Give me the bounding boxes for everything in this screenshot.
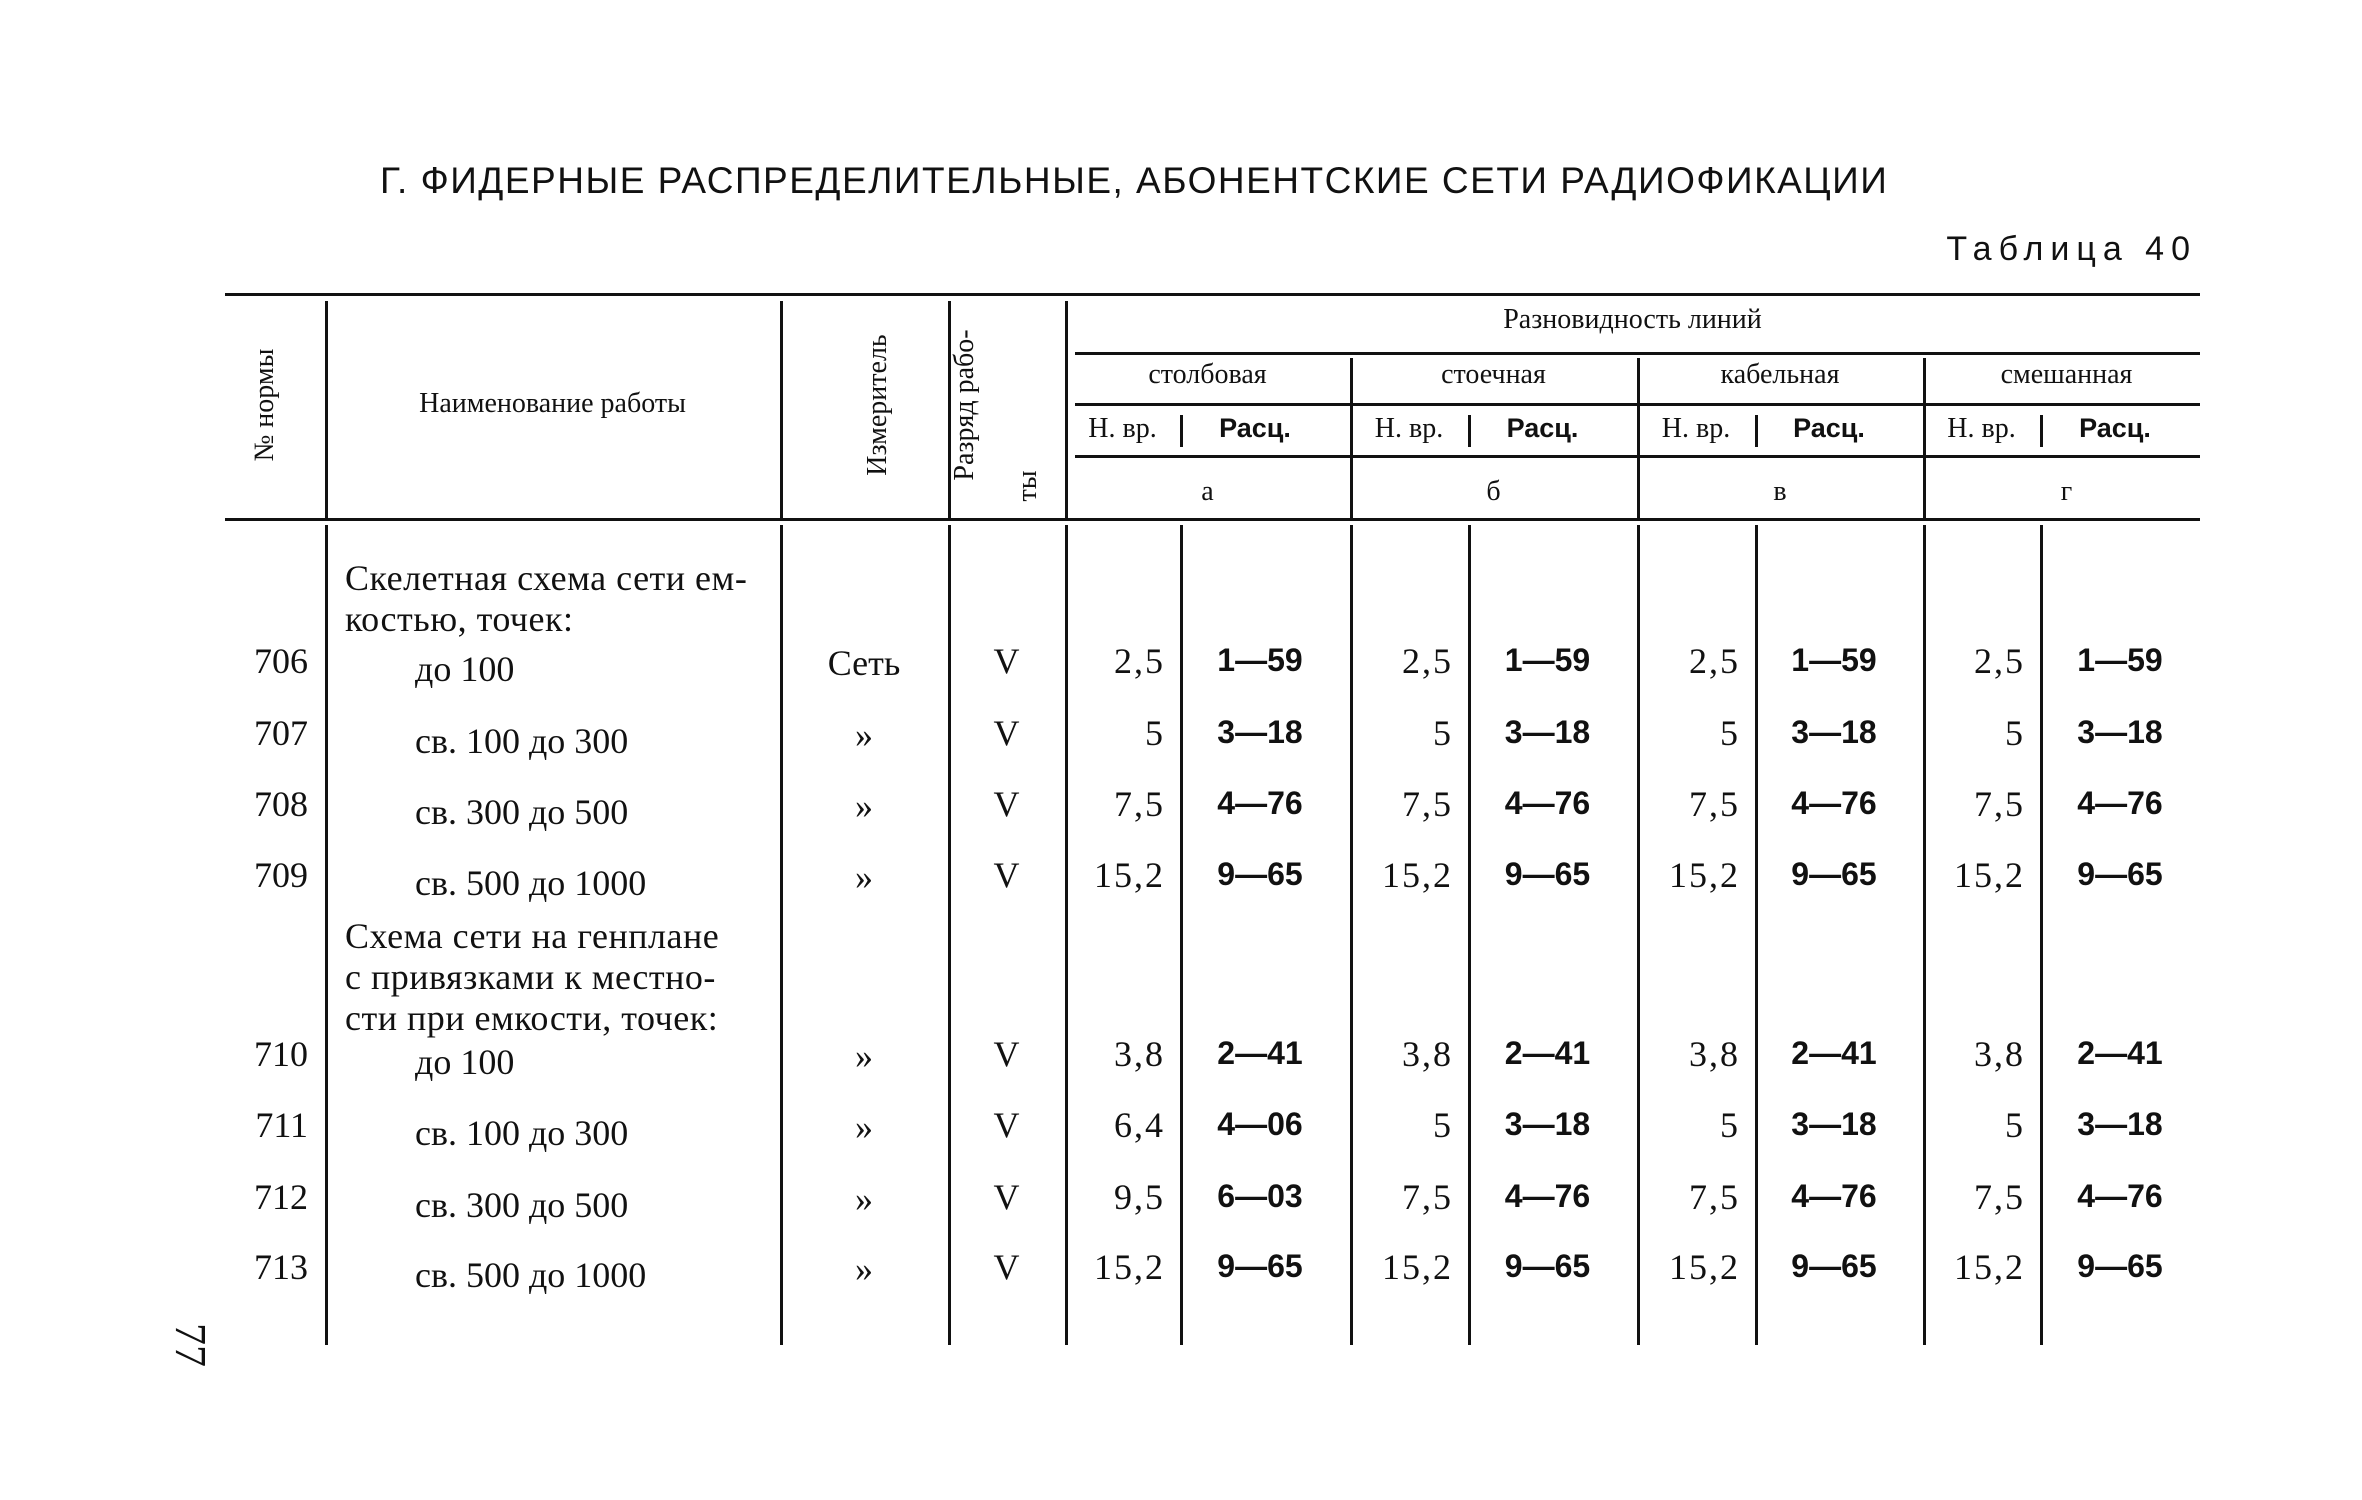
section-title-line: костью, точек: xyxy=(345,599,574,639)
row-work-name: до 100 xyxy=(415,1042,515,1082)
row-norm-number: 707 xyxy=(254,713,308,753)
row-time-value: 7,5 xyxy=(1974,1177,2025,1217)
row-norm-number: 711 xyxy=(255,1105,308,1145)
row-time-value: 3,8 xyxy=(1974,1034,2025,1074)
row-work-name: св. 100 до 300 xyxy=(415,721,629,761)
row-rate-value: 9—65 xyxy=(1791,856,1877,892)
row-rate-value: 9—65 xyxy=(1504,856,1591,892)
row-time-value: 5 xyxy=(2005,1105,2025,1145)
column-norm-number: № нормы xyxy=(249,348,280,462)
group-letter: б xyxy=(1486,476,1501,507)
row-rate-value: 9—65 xyxy=(1791,1248,1877,1284)
row-rate-value: 9—65 xyxy=(2077,856,2163,892)
row-time-value: 3,8 xyxy=(1402,1034,1453,1074)
body-column-divider xyxy=(1468,525,1471,1345)
row-time-value: 15,2 xyxy=(1382,1247,1453,1287)
row-time-value: 9,5 xyxy=(1114,1177,1165,1217)
group-name: стоечная xyxy=(1441,359,1546,390)
row-time-value: 15,2 xyxy=(1094,855,1165,895)
row-time-value: 15,2 xyxy=(1669,855,1740,895)
row-meter: » xyxy=(855,1179,873,1219)
row-rate-value: 2—41 xyxy=(1791,1035,1877,1071)
row-time-value: 5 xyxy=(1433,1105,1453,1145)
group-rate-label: Расц. xyxy=(1506,413,1579,443)
row-grade: V xyxy=(993,641,1020,681)
line-types-rule xyxy=(1075,352,2200,355)
row-time-value: 2,5 xyxy=(1689,641,1740,681)
body-column-divider xyxy=(1637,525,1640,1345)
row-time-value: 6,4 xyxy=(1114,1105,1165,1145)
row-rate-value: 4—76 xyxy=(2077,1178,2163,1214)
header-bottom-rule xyxy=(225,518,2200,521)
row-time-value: 15,2 xyxy=(1382,855,1453,895)
row-time-value: 2,5 xyxy=(1974,641,2025,681)
group-name: смешанная xyxy=(2000,359,2133,390)
row-rate-value: 2—41 xyxy=(2077,1035,2163,1071)
row-meter: » xyxy=(855,1107,873,1147)
row-rate-value: 4—76 xyxy=(1791,1178,1877,1214)
row-norm-number: 710 xyxy=(254,1034,308,1074)
group-rate-label: Расц. xyxy=(1793,413,1865,443)
row-rate-value: 1—59 xyxy=(1791,642,1877,678)
column-work-name: Наименование работы xyxy=(419,388,686,419)
row-rate-value: 4—76 xyxy=(1217,785,1303,821)
row-work-name: св. 100 до 300 xyxy=(415,1113,629,1153)
section-title-line: Схема сети на генплане xyxy=(345,916,720,956)
column-meter: Измеритель xyxy=(862,334,893,476)
row-time-value: 3,8 xyxy=(1114,1034,1165,1074)
section-title-line: Скелетная схема сети ем- xyxy=(345,558,748,598)
row-rate-value: 3—18 xyxy=(1504,714,1591,750)
section-title-line: с привязками к местно- xyxy=(345,957,716,997)
row-rate-value: 4—76 xyxy=(2077,785,2163,821)
column-line-types: Разновидность линий xyxy=(1503,304,1762,335)
row-norm-number: 713 xyxy=(254,1247,308,1287)
row-rate-value: 9—65 xyxy=(1217,1248,1303,1284)
row-work-name: св. 300 до 500 xyxy=(415,1185,629,1225)
row-rate-value: 9—65 xyxy=(1217,856,1303,892)
table-top-rule xyxy=(225,293,2200,296)
row-rate-value: 4—06 xyxy=(1217,1106,1303,1142)
row-meter: » xyxy=(855,857,873,897)
group-time-label: Н. вр. xyxy=(1374,413,1444,444)
row-grade: V xyxy=(993,1177,1020,1217)
row-rate-value: 3—18 xyxy=(1217,714,1303,750)
row-rate-value: 9—65 xyxy=(1504,1248,1591,1284)
row-time-value: 7,5 xyxy=(1114,784,1165,824)
row-rate-value: 3—18 xyxy=(1504,1106,1591,1142)
group-letter: г xyxy=(2060,476,2073,507)
page-number: 77 xyxy=(166,1323,215,1367)
body-column-divider xyxy=(1923,525,1926,1345)
body-column-divider xyxy=(1350,525,1353,1345)
body-column-divider xyxy=(325,525,328,1345)
row-grade: V xyxy=(993,1034,1020,1074)
row-time-value: 5 xyxy=(1720,713,1740,753)
row-rate-value: 9—65 xyxy=(2077,1248,2163,1284)
row-time-value: 7,5 xyxy=(1974,784,2025,824)
row-time-value: 2,5 xyxy=(1114,641,1165,681)
group-time-label: Н. вр. xyxy=(1947,413,2016,444)
body-column-divider xyxy=(1180,525,1183,1345)
row-grade: V xyxy=(993,1105,1020,1145)
row-rate-value: 4—76 xyxy=(1791,785,1877,821)
row-grade: V xyxy=(993,855,1020,895)
row-time-value: 2,5 xyxy=(1402,641,1453,681)
header-column-divider xyxy=(780,301,783,518)
row-norm-number: 709 xyxy=(254,855,308,895)
row-rate-value: 3—18 xyxy=(2077,714,2163,750)
row-meter: » xyxy=(855,1249,873,1289)
section-title-line: сти при емкости, точек: xyxy=(345,998,719,1038)
row-rate-value: 3—18 xyxy=(1791,1106,1877,1142)
row-time-value: 7,5 xyxy=(1402,1177,1453,1217)
row-norm-number: 706 xyxy=(254,641,308,681)
row-work-name: до 100 xyxy=(415,649,515,689)
column-grade-line1: Разряд рабо- xyxy=(949,329,980,481)
row-time-value: 5 xyxy=(1720,1105,1740,1145)
row-grade: V xyxy=(993,713,1020,753)
row-meter: » xyxy=(855,715,873,755)
row-time-value: 15,2 xyxy=(1954,1247,2025,1287)
row-time-value: 15,2 xyxy=(1669,1247,1740,1287)
group-name: кабельная xyxy=(1720,359,1840,390)
group-letter: в xyxy=(1773,476,1787,507)
row-time-value: 5 xyxy=(1145,713,1165,753)
row-time-value: 15,2 xyxy=(1094,1247,1165,1287)
row-rate-value: 2—41 xyxy=(1217,1035,1303,1071)
row-rate-value: 4—76 xyxy=(1504,785,1591,821)
row-rate-value: 2—41 xyxy=(1504,1035,1591,1071)
row-norm-number: 712 xyxy=(254,1177,308,1217)
group-letter: а xyxy=(1201,476,1214,507)
row-grade: V xyxy=(993,1247,1020,1287)
row-time-value: 7,5 xyxy=(1402,784,1453,824)
row-rate-value: 4—76 xyxy=(1504,1178,1591,1214)
row-meter: » xyxy=(855,1036,873,1076)
row-meter: Сеть xyxy=(827,643,901,683)
row-rate-value: 1—59 xyxy=(1217,642,1303,678)
row-rate-value: 3—18 xyxy=(1791,714,1877,750)
row-time-value: 5 xyxy=(2005,713,2025,753)
row-work-name: св. 500 до 1000 xyxy=(415,1255,647,1295)
row-rate-value: 1—59 xyxy=(1504,642,1591,678)
body-column-divider xyxy=(1755,525,1758,1345)
row-time-value: 15,2 xyxy=(1954,855,2025,895)
row-time-value: 7,5 xyxy=(1689,784,1740,824)
row-grade: V xyxy=(993,784,1020,824)
table-label: Таблица 40 xyxy=(1946,230,2197,268)
row-time-value: 5 xyxy=(1433,713,1453,753)
group-rate-label: Расц. xyxy=(1219,413,1291,443)
group-time-label: Н. вр. xyxy=(1088,413,1157,444)
row-time-value: 7,5 xyxy=(1689,1177,1740,1217)
row-norm-number: 708 xyxy=(254,784,308,824)
group-name: столбовая xyxy=(1148,359,1267,390)
row-rate-value: 3—18 xyxy=(2077,1106,2163,1142)
section-heading: Г. ФИДЕРНЫЕ РАСПРЕДЕЛИТЕЛЬНЫЕ, АБОНЕНТСКИЕ СЕТИ РАДИОФИКАЦИИ xyxy=(380,160,1889,201)
group-rate-label: Расц. xyxy=(2079,413,2151,443)
row-work-name: св. 300 до 500 xyxy=(415,792,629,832)
body-column-divider xyxy=(1065,525,1068,1345)
group-time-label: Н. вр. xyxy=(1661,413,1731,444)
row-time-value: 3,8 xyxy=(1689,1034,1740,1074)
column-grade-line2: ты xyxy=(1012,470,1043,502)
row-work-name: св. 500 до 1000 xyxy=(415,863,647,903)
row-rate-value: 1—59 xyxy=(2077,642,2163,678)
row-rate-value: 6—03 xyxy=(1217,1178,1303,1214)
body-column-divider xyxy=(2040,525,2043,1345)
row-meter: » xyxy=(855,786,873,826)
